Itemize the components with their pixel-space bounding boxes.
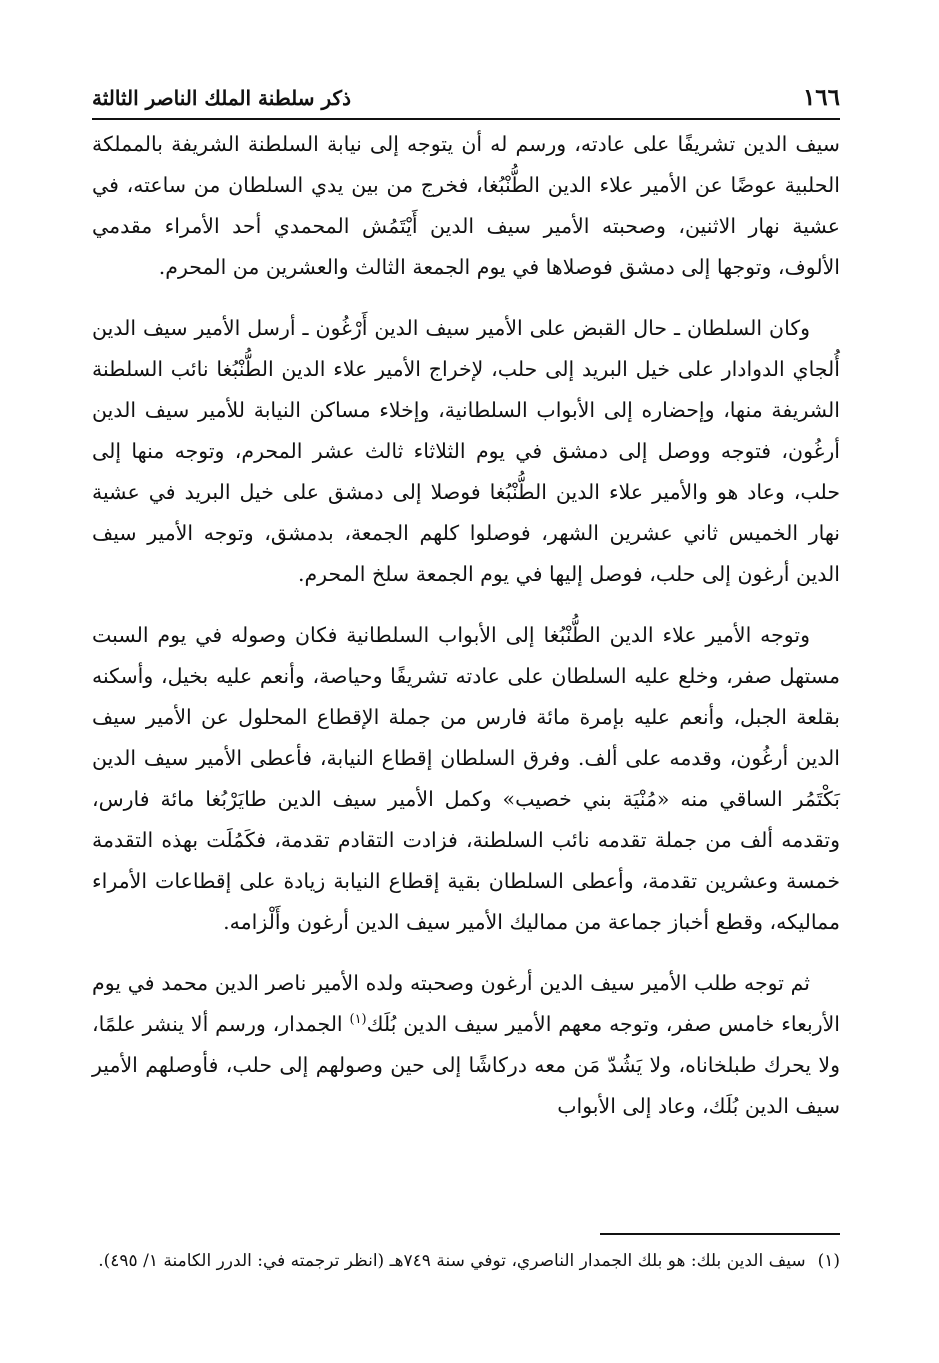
footnote-text: سيف الدين بلك: هو بلك الجمدار الناصري، توفي سنة ٧٤٩هـ (انظر ترجمته في: الدرر الكامنة ١/ ٤٩٥). <box>98 1251 806 1271</box>
page-number: ١٦٦ <box>802 84 840 111</box>
running-title: ذكر سلطنة الملك الناصر الثالثة <box>92 86 351 110</box>
paragraph-4-text-end: الجمدار، ورسم ألا ينشر علمًا، ولا يحرك طبلخاناه، ولا يَشُدّ مَن معه دركاشًا إلى حين وصولهم إلى حلب، فأوصلهم الأمير سيف الدين بُلَك، وعاد إلى الأبواب <box>92 1012 840 1118</box>
header-rule <box>92 118 840 120</box>
paragraph-1: سيف الدين تشريفًا على عادته، ورسم له أن يتوجه إلى نيابة السلطنة الشريفة بالمملكة الحلبية عوضًا عن الأمير علاء الدين الطُّنْبُغا، فخرج من بين يدي السلطان من ساعته، في عشية نهار الاثنين، وصحبته الأمير سيف الدين أَيْتَمُش المحمدي أحد الأمراء مقدمي الألوف، وتوجها إلى دمشق فوصلاها في يوم الجمعة الثالث والعشرين من المحرم. <box>92 132 840 279</box>
page-header <box>92 80 840 116</box>
footnote-rule <box>600 1233 840 1235</box>
paragraph-2: وكان السلطان ـ حال القبض على الأمير سيف الدين أَرْغُون ـ أرسل الأمير سيف الدين أُلجاي الدوادار على خيل البريد إلى حلب، لإخراج الأمير علاء الدين الطُّنْبُغا نائب السلطنة الشريفة منها، وإحضاره إلى الأبواب السلطانية، وإخلاء مساكن النيابة للأمير سيف الدين أرغُون، فتوجه ووصل إلى دمشق في يوم الثلاثاء ثالث عشر المحرم، وتوجه منها إلى حلب، وعاد هو والأمير علاء الدين الطُّنْبُغا فوصلا إلى دمشق على خيل البريد في عشية نهار الخميس ثاني عشرين الشهر، فوصلوا كلهم الجمعة، بدمشق، وتوجه الأمير سيف الدين أرغون إلى حلب، فوصل إليها في يوم الجمعة سلخ المحرم. <box>92 316 840 586</box>
footnotes <box>92 1244 840 1278</box>
paragraph-3: وتوجه الأمير علاء الدين الطُّنْبُغا إلى الأبواب السلطانية فكان وصوله في يوم السبت مستهل صفر، وخلع عليه السلطان على عادته تشريفًا وحياصة، وأنعم عليه بخيل، وأسكنه بقلعة الجبل، وأنعم عليه بإمرة مائة فارس من جملة الإقطاع المحلول عن الأمير سيف الدين أرغُون، وقدمه على ألف. وفرق السلطان إقطاع النيابة، فأعطى الأمير سيف الدين بَكْتَمُر الساقي منه «مُنْيَة بني خصيب» وكمل الأمير سيف الدين طايَرْبُغا مائة فارس، وتقدمه ألف من جملة تقدمه نائب السلطنة، فزادت التقادم تقدمة، فكَمُلَت بهذه التقدمة خمسة وعشرين تقدمة، وأعطى السلطان بقية إقطاع النيابة زيادة على إقطاعات الأمراء مماليكه، وقطع أخباز جماعة من مماليك الأمير سيف الدين أرغون وأَلْزامه. <box>92 623 840 934</box>
main-text <box>92 124 840 1147</box>
paragraph-4 <box>92 963 840 1127</box>
footnote-1 <box>92 1244 840 1278</box>
footnote-number: (١) <box>817 1251 840 1271</box>
paragraph-4-text-start: ثم توجه طلب الأمير سيف الدين أرغون وصحبته ولده الأمير ناصر الدين محمد في يوم الأربعاء خامس صفر، وتوجه معهم الأمير سيف الدين بُلَك <box>92 971 840 1036</box>
footnote-reference-1[interactable]: (١) <box>349 1012 367 1028</box>
